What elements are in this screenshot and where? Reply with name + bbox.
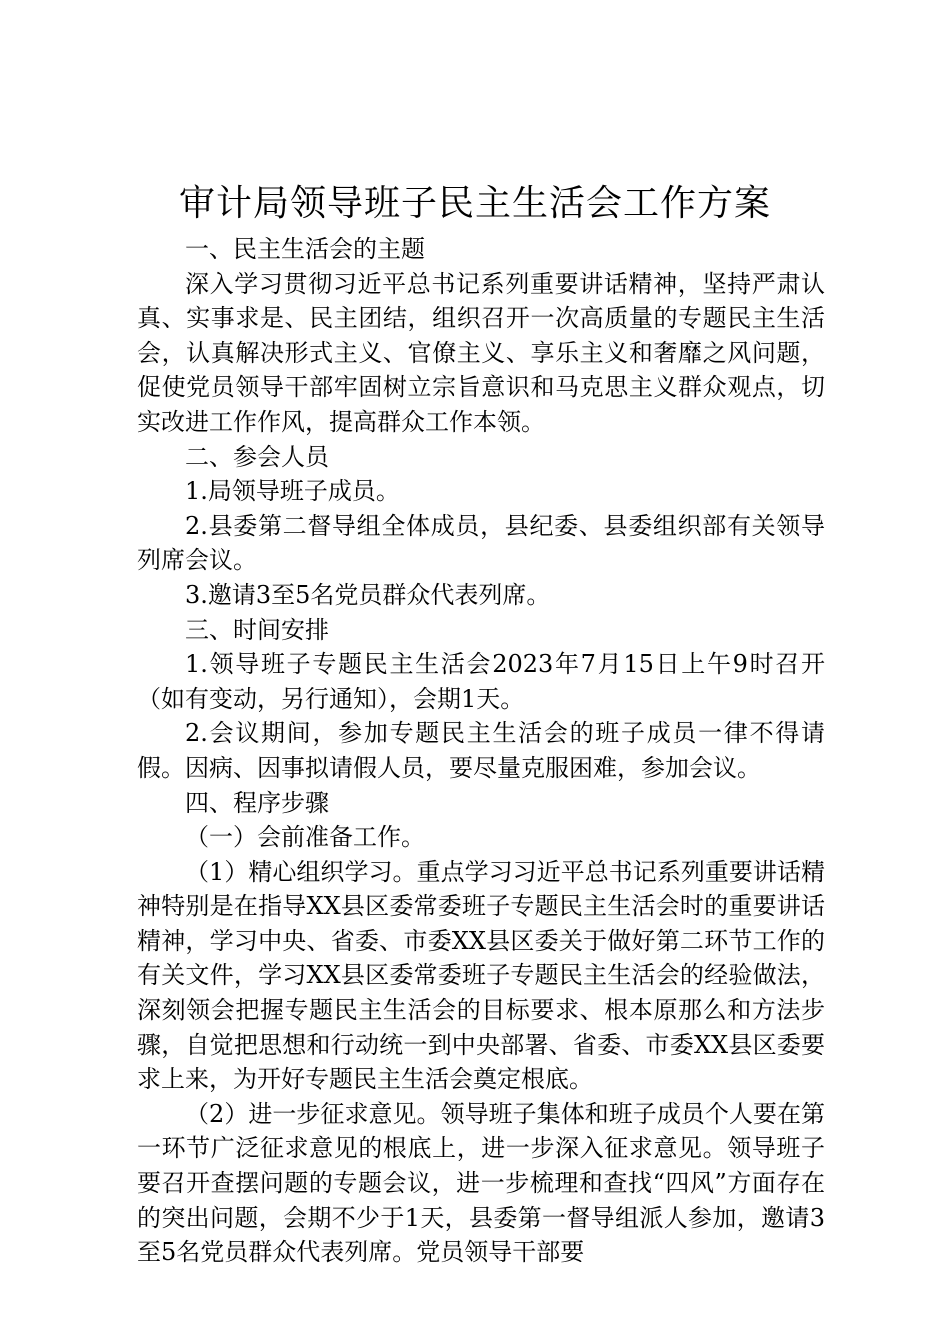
paragraph-study: （1）精心组织学习。重点学习习近平总书记系列重要讲话精神特别是在指导XX县区委常委班子专题民主生活会时的重要讲话精神，学习中央、省委、市委XX县区委关于做好第二环节工作的有关文件，学习XX县区委常委班子专题民主生活会的经验做法，深刻领会把握专题民主生活会的目标要求、根本原那么和方法步骤，自觉把思想和行动统一到中央部署、省委、市委XX县区委要求上来，为开好专题民主生活会奠定根底。 <box>137 857 825 1094</box>
section-heading-attendees: 二、参会人员 <box>185 442 329 471</box>
paragraph-attendees-1: 1.局领导班子成员。 <box>185 477 400 506</box>
page-title: 审计局领导班子民主生活会工作方案 <box>178 183 771 224</box>
paragraph-attendees-2: 2.县委第二督导组全体成员，县纪委、县委组织部有关领导列席会议。 <box>137 511 825 575</box>
section-heading-procedure: 四、程序步骤 <box>185 788 329 817</box>
section-heading-schedule: 三、时间安排 <box>185 615 329 644</box>
paragraph-theme: 深入学习贯彻习近平总书记系列重要讲话精神，坚持严肃认真、实事求是、民主团结，组织召开一次高质量的专题民主生活会，认真解决形式主义、官僚主义、享乐主义和奢靡之风问题，促使党员领导干部牢固树立宗旨意识和马克思主义群众观点，切实改进工作作风，提高群众工作本领。 <box>137 269 825 436</box>
paragraph-schedule-2: 2.会议期间，参加专题民主生活会的班子成员一律不得请假。因病、因事拟请假人员，要尽量克服困难，参加会议。 <box>137 719 825 782</box>
paragraph-attendees-3: 3.邀请3至5名党员群众代表列席。 <box>185 580 551 609</box>
section-heading-theme: 一、民主生活会的主题 <box>185 235 425 263</box>
document-body <box>137 232 825 1270</box>
paragraph-feedback: （2）进一步征求意见。领导班子集体和班子成员个人要在第一环节广泛征求意见的根底上，进一步深入征求意见。领导班子要召开查摆问题的专题会议，进一步梳理和查找“四风”方面存在的突出问题，会期不少于1天，县委第一督导组派人参加，邀请3至5名党员群众代表列席。党员领导干部要 <box>137 1099 825 1267</box>
subheading-preparation: （一）会前准备工作。 <box>185 823 425 852</box>
paragraph-schedule-1: 1.领导班子专题民主生活会2023年7月15日上午9时召开（如有变动，另行通知），会期1天。 <box>137 650 825 713</box>
